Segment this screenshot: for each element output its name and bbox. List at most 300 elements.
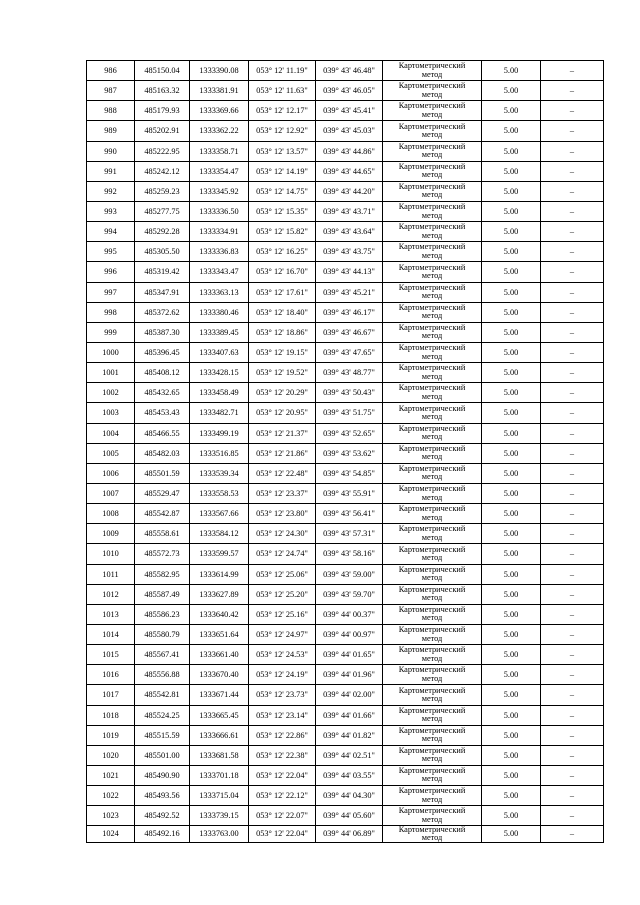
- table-row: [87, 564, 604, 584]
- method-cell: [383, 463, 482, 483]
- method-line-2: метод: [421, 69, 443, 79]
- point-number-cell: 1011: [87, 564, 135, 584]
- method-line-1: Картометрический: [398, 564, 466, 574]
- table-row: [87, 624, 604, 644]
- x-coordinate-cell: 485542.87: [135, 504, 190, 524]
- accuracy-cell: 5.00: [482, 342, 541, 362]
- point-number-cell: 1022: [87, 786, 135, 806]
- latitude-cell: 053° 12' 15.35": [249, 201, 316, 221]
- description-cell: –: [541, 161, 604, 181]
- x-coordinate-cell: 485179.93: [135, 101, 190, 121]
- method-line-2: метод: [421, 170, 443, 180]
- method-line-2: метод: [421, 89, 443, 99]
- longitude-cell: 039° 43' 45.41": [316, 101, 383, 121]
- method-line-1: Картометрический: [398, 705, 466, 715]
- x-coordinate-cell: 485572.73: [135, 544, 190, 564]
- accuracy-cell: 5.00: [482, 564, 541, 584]
- point-number-cell: 993: [87, 201, 135, 221]
- longitude-cell: 039° 43' 46.67": [316, 322, 383, 342]
- y-coordinate-cell: 1333516.85: [190, 443, 249, 463]
- table-row: [87, 201, 604, 221]
- x-coordinate-cell: 485292.28: [135, 222, 190, 242]
- y-coordinate-cell: 1333380.46: [190, 302, 249, 322]
- method-line-2: метод: [421, 150, 443, 160]
- method-cell: [383, 423, 482, 443]
- method-cell: [383, 81, 482, 101]
- latitude-cell: 053° 12' 16.70": [249, 262, 316, 282]
- method-line-2: метод: [421, 693, 443, 703]
- method-cell: [383, 786, 482, 806]
- method-cell: [383, 61, 482, 81]
- boundary-points-table: [86, 60, 604, 843]
- longitude-cell: 039° 44' 03.55": [316, 765, 383, 785]
- description-cell: –: [541, 524, 604, 544]
- x-coordinate-cell: 485387.30: [135, 322, 190, 342]
- method-line-2: метод: [421, 270, 443, 280]
- method-cell: [383, 242, 482, 262]
- accuracy-cell: 5.00: [482, 806, 541, 826]
- accuracy-cell: 5.00: [482, 262, 541, 282]
- description-cell: –: [541, 322, 604, 342]
- table-row: [87, 322, 604, 342]
- table-row: [87, 544, 604, 564]
- method-line-1: Картометрический: [398, 202, 466, 212]
- method-line-1: Картометрический: [398, 443, 466, 453]
- method-line-2: метод: [421, 472, 443, 482]
- method-cell: [383, 222, 482, 242]
- latitude-cell: 053° 12' 23.73": [249, 685, 316, 705]
- table-body: [87, 61, 604, 843]
- x-coordinate-cell: 485347.91: [135, 282, 190, 302]
- longitude-cell: 039° 43' 59.00": [316, 564, 383, 584]
- method-line-1: Картометрический: [398, 725, 466, 735]
- latitude-cell: 053° 12' 18.40": [249, 302, 316, 322]
- y-coordinate-cell: 1333343.47: [190, 262, 249, 282]
- latitude-cell: 053° 12' 11.63": [249, 81, 316, 101]
- latitude-cell: 053° 12' 22.12": [249, 786, 316, 806]
- x-coordinate-cell: 485202.91: [135, 121, 190, 141]
- method-cell: [383, 564, 482, 584]
- method-line-2: метод: [421, 613, 443, 623]
- accuracy-cell: 5.00: [482, 624, 541, 644]
- description-cell: –: [541, 463, 604, 483]
- latitude-cell: 053° 12' 11.19": [249, 61, 316, 81]
- point-number-cell: 1015: [87, 645, 135, 665]
- accuracy-cell: 5.00: [482, 745, 541, 765]
- y-coordinate-cell: 1333407.63: [190, 342, 249, 362]
- y-coordinate-cell: 1333345.92: [190, 181, 249, 201]
- method-cell: [383, 624, 482, 644]
- method-line-2: метод: [421, 492, 443, 502]
- longitude-cell: 039° 44' 02.51": [316, 745, 383, 765]
- method-line-2: метод: [421, 532, 443, 542]
- accuracy-cell: 5.00: [482, 141, 541, 161]
- method-cell: [383, 725, 482, 745]
- method-line-2: метод: [421, 391, 443, 401]
- method-line-1: Картометрический: [398, 645, 466, 655]
- accuracy-cell: 5.00: [482, 544, 541, 564]
- method-cell: [383, 342, 482, 362]
- y-coordinate-cell: 1333599.57: [190, 544, 249, 564]
- accuracy-cell: 5.00: [482, 584, 541, 604]
- longitude-cell: 039° 44' 01.65": [316, 645, 383, 665]
- longitude-cell: 039° 43' 58.16": [316, 544, 383, 564]
- latitude-cell: 053° 12' 23.80": [249, 504, 316, 524]
- method-line-1: Картометрический: [398, 403, 466, 413]
- longitude-cell: 039° 43' 51.75": [316, 403, 383, 423]
- longitude-cell: 039° 43' 43.75": [316, 242, 383, 262]
- y-coordinate-cell: 1333334.91: [190, 222, 249, 242]
- method-line-1: Картометрический: [398, 383, 466, 393]
- x-coordinate-cell: 485453.43: [135, 403, 190, 423]
- description-cell: –: [541, 705, 604, 725]
- table-row: [87, 342, 604, 362]
- method-line-2: метод: [421, 230, 443, 240]
- description-cell: –: [541, 121, 604, 141]
- method-line-1: Картометрический: [398, 766, 466, 776]
- description-cell: –: [541, 61, 604, 81]
- method-cell: [383, 121, 482, 141]
- description-cell: –: [541, 504, 604, 524]
- method-cell: [383, 745, 482, 765]
- x-coordinate-cell: 485259.23: [135, 181, 190, 201]
- method-line-1: Картометрический: [398, 423, 466, 433]
- description-cell: –: [541, 584, 604, 604]
- description-cell: –: [541, 141, 604, 161]
- method-line-2: метод: [421, 734, 443, 744]
- table-row: [87, 705, 604, 725]
- table-row: [87, 504, 604, 524]
- description-cell: –: [541, 665, 604, 685]
- accuracy-cell: 5.00: [482, 685, 541, 705]
- y-coordinate-cell: 1333482.71: [190, 403, 249, 423]
- description-cell: –: [541, 342, 604, 362]
- x-coordinate-cell: 485242.12: [135, 161, 190, 181]
- latitude-cell: 053° 12' 21.86": [249, 443, 316, 463]
- method-cell: [383, 363, 482, 383]
- method-line-1: Картометрический: [398, 504, 466, 514]
- longitude-cell: 039° 43' 45.21": [316, 282, 383, 302]
- x-coordinate-cell: 485432.65: [135, 383, 190, 403]
- y-coordinate-cell: 1333627.89: [190, 584, 249, 604]
- y-coordinate-cell: 1333499.19: [190, 423, 249, 443]
- method-line-1: Картометрический: [398, 343, 466, 353]
- x-coordinate-cell: 485396.45: [135, 342, 190, 362]
- method-cell: [383, 765, 482, 785]
- x-coordinate-cell: 485542.81: [135, 685, 190, 705]
- longitude-cell: 039° 43' 44.65": [316, 161, 383, 181]
- accuracy-cell: 5.00: [482, 463, 541, 483]
- longitude-cell: 039° 43' 43.71": [316, 201, 383, 221]
- latitude-cell: 053° 12' 19.52": [249, 363, 316, 383]
- description-cell: –: [541, 81, 604, 101]
- accuracy-cell: 5.00: [482, 645, 541, 665]
- table-row: [87, 403, 604, 423]
- latitude-cell: 053° 12' 24.30": [249, 524, 316, 544]
- method-line-1: Картометрический: [398, 544, 466, 554]
- method-cell: [383, 322, 482, 342]
- description-cell: –: [541, 423, 604, 443]
- x-coordinate-cell: 485319.42: [135, 262, 190, 282]
- point-number-cell: 1021: [87, 765, 135, 785]
- longitude-cell: 039° 44' 00.37": [316, 604, 383, 624]
- method-line-2: метод: [421, 371, 443, 381]
- table-row: [87, 61, 604, 81]
- latitude-cell: 053° 12' 24.19": [249, 665, 316, 685]
- table-row: [87, 584, 604, 604]
- y-coordinate-cell: 1333390.08: [190, 61, 249, 81]
- latitude-cell: 053° 12' 23.14": [249, 705, 316, 725]
- latitude-cell: 053° 12' 22.04": [249, 826, 316, 843]
- method-line-1: Картометрический: [398, 242, 466, 252]
- accuracy-cell: 5.00: [482, 504, 541, 524]
- method-line-2: метод: [421, 331, 443, 341]
- table-row: [87, 524, 604, 544]
- method-line-1: Картометрический: [398, 101, 466, 111]
- latitude-cell: 053° 12' 25.16": [249, 604, 316, 624]
- method-cell: [383, 201, 482, 221]
- point-number-cell: 986: [87, 61, 135, 81]
- x-coordinate-cell: 485580.79: [135, 624, 190, 644]
- y-coordinate-cell: 1333389.45: [190, 322, 249, 342]
- point-number-cell: 1006: [87, 463, 135, 483]
- method-line-1: Картометрический: [398, 524, 466, 534]
- longitude-cell: 039° 43' 52.65": [316, 423, 383, 443]
- method-line-2: метод: [421, 190, 443, 200]
- method-cell: [383, 544, 482, 564]
- longitude-cell: 039° 43' 47.65": [316, 342, 383, 362]
- method-line-2: метод: [421, 573, 443, 583]
- point-number-cell: 1002: [87, 383, 135, 403]
- y-coordinate-cell: 1333701.18: [190, 765, 249, 785]
- latitude-cell: 053° 12' 12.92": [249, 121, 316, 141]
- longitude-cell: 039° 44' 01.66": [316, 705, 383, 725]
- longitude-cell: 039° 43' 43.64": [316, 222, 383, 242]
- point-number-cell: 1009: [87, 524, 135, 544]
- method-line-2: метод: [421, 109, 443, 119]
- point-number-cell: 997: [87, 282, 135, 302]
- description-cell: –: [541, 765, 604, 785]
- description-cell: –: [541, 181, 604, 201]
- accuracy-cell: 5.00: [482, 363, 541, 383]
- accuracy-cell: 5.00: [482, 524, 541, 544]
- x-coordinate-cell: 485492.16: [135, 826, 190, 843]
- y-coordinate-cell: 1333369.66: [190, 101, 249, 121]
- method-line-2: метод: [421, 351, 443, 361]
- longitude-cell: 039° 43' 46.48": [316, 61, 383, 81]
- latitude-cell: 053° 12' 12.17": [249, 101, 316, 121]
- y-coordinate-cell: 1333567.66: [190, 504, 249, 524]
- accuracy-cell: 5.00: [482, 705, 541, 725]
- x-coordinate-cell: 485163.32: [135, 81, 190, 101]
- longitude-cell: 039° 43' 46.05": [316, 81, 383, 101]
- method-cell: [383, 302, 482, 322]
- y-coordinate-cell: 1333614.99: [190, 564, 249, 584]
- point-number-cell: 1017: [87, 685, 135, 705]
- y-coordinate-cell: 1333651.64: [190, 624, 249, 644]
- table-row: [87, 101, 604, 121]
- table-row: [87, 262, 604, 282]
- accuracy-cell: 5.00: [482, 161, 541, 181]
- x-coordinate-cell: 485529.47: [135, 483, 190, 503]
- point-number-cell: 990: [87, 141, 135, 161]
- accuracy-cell: 5.00: [482, 181, 541, 201]
- longitude-cell: 039° 44' 00.97": [316, 624, 383, 644]
- point-number-cell: 1003: [87, 403, 135, 423]
- longitude-cell: 039° 43' 55.91": [316, 483, 383, 503]
- table-row: [87, 161, 604, 181]
- y-coordinate-cell: 1333336.83: [190, 242, 249, 262]
- table-row: [87, 423, 604, 443]
- longitude-cell: 039° 43' 56.41": [316, 504, 383, 524]
- table-row: [87, 725, 604, 745]
- accuracy-cell: 5.00: [482, 383, 541, 403]
- table-row: [87, 81, 604, 101]
- method-cell: [383, 282, 482, 302]
- table-row: [87, 363, 604, 383]
- point-number-cell: 1000: [87, 342, 135, 362]
- table-row: [87, 383, 604, 403]
- accuracy-cell: 5.00: [482, 725, 541, 745]
- latitude-cell: 053° 12' 14.75": [249, 181, 316, 201]
- latitude-cell: 053° 12' 20.95": [249, 403, 316, 423]
- latitude-cell: 053° 12' 22.07": [249, 806, 316, 826]
- latitude-cell: 053° 12' 25.06": [249, 564, 316, 584]
- latitude-cell: 053° 12' 21.37": [249, 423, 316, 443]
- method-line-2: метод: [421, 512, 443, 522]
- table-row: [87, 765, 604, 785]
- method-line-1: Картометрический: [398, 604, 466, 614]
- point-number-cell: 1008: [87, 504, 135, 524]
- latitude-cell: 053° 12' 20.29": [249, 383, 316, 403]
- accuracy-cell: 5.00: [482, 282, 541, 302]
- table-row: [87, 645, 604, 665]
- y-coordinate-cell: 1333665.45: [190, 705, 249, 725]
- latitude-cell: 053° 12' 22.86": [249, 725, 316, 745]
- method-cell: [383, 705, 482, 725]
- method-cell: [383, 826, 482, 843]
- method-cell: [383, 403, 482, 423]
- method-cell: [383, 483, 482, 503]
- y-coordinate-cell: 1333458.49: [190, 383, 249, 403]
- method-line-2: метод: [421, 814, 443, 824]
- method-cell: [383, 383, 482, 403]
- accuracy-cell: 5.00: [482, 604, 541, 624]
- longitude-cell: 039° 43' 57.31": [316, 524, 383, 544]
- table-row: [87, 685, 604, 705]
- accuracy-cell: 5.00: [482, 765, 541, 785]
- method-line-1: Картометрический: [398, 665, 466, 675]
- longitude-cell: 039° 43' 44.86": [316, 141, 383, 161]
- point-number-cell: 989: [87, 121, 135, 141]
- longitude-cell: 039° 44' 05.60": [316, 806, 383, 826]
- method-line-2: метод: [421, 311, 443, 321]
- method-line-1: Картометрический: [398, 584, 466, 594]
- method-line-1: Картометрический: [398, 61, 466, 71]
- y-coordinate-cell: 1333666.61: [190, 725, 249, 745]
- longitude-cell: 039° 43' 44.20": [316, 181, 383, 201]
- description-cell: –: [541, 806, 604, 826]
- method-line-1: Картометрический: [398, 282, 466, 292]
- x-coordinate-cell: 485490.90: [135, 765, 190, 785]
- y-coordinate-cell: 1333640.42: [190, 604, 249, 624]
- method-line-2: метод: [421, 714, 443, 724]
- method-line-2: метод: [421, 593, 443, 603]
- point-number-cell: 1023: [87, 806, 135, 826]
- table-row: [87, 745, 604, 765]
- y-coordinate-cell: 1333739.15: [190, 806, 249, 826]
- table-row: [87, 222, 604, 242]
- y-coordinate-cell: 1333428.15: [190, 363, 249, 383]
- method-line-1: Картометрический: [398, 463, 466, 473]
- x-coordinate-cell: 485524.25: [135, 705, 190, 725]
- point-number-cell: 1019: [87, 725, 135, 745]
- method-line-1: Картометрический: [398, 182, 466, 191]
- x-coordinate-cell: 485372.62: [135, 302, 190, 322]
- point-number-cell: 998: [87, 302, 135, 322]
- method-line-1: Картометрический: [398, 141, 466, 151]
- x-coordinate-cell: 485492.52: [135, 806, 190, 826]
- method-line-2: метод: [421, 432, 443, 442]
- y-coordinate-cell: 1333558.53: [190, 483, 249, 503]
- longitude-cell: 039° 44' 02.00": [316, 685, 383, 705]
- x-coordinate-cell: 485515.59: [135, 725, 190, 745]
- method-cell: [383, 141, 482, 161]
- method-line-1: Картометрический: [398, 484, 466, 494]
- latitude-cell: 053° 12' 22.04": [249, 765, 316, 785]
- method-cell: [383, 665, 482, 685]
- description-cell: –: [541, 544, 604, 564]
- x-coordinate-cell: 485582.95: [135, 564, 190, 584]
- method-line-2: метод: [421, 673, 443, 683]
- accuracy-cell: 5.00: [482, 403, 541, 423]
- y-coordinate-cell: 1333584.12: [190, 524, 249, 544]
- table-row: [87, 806, 604, 826]
- accuracy-cell: 5.00: [482, 101, 541, 121]
- latitude-cell: 053° 12' 13.57": [249, 141, 316, 161]
- method-cell: [383, 262, 482, 282]
- latitude-cell: 053° 12' 22.38": [249, 745, 316, 765]
- method-line-2: метод: [421, 794, 443, 804]
- accuracy-cell: 5.00: [482, 222, 541, 242]
- y-coordinate-cell: 1333358.71: [190, 141, 249, 161]
- accuracy-cell: 5.00: [482, 61, 541, 81]
- method-line-1: Картометрический: [398, 222, 466, 232]
- x-coordinate-cell: 485305.50: [135, 242, 190, 262]
- point-number-cell: 999: [87, 322, 135, 342]
- point-number-cell: 1004: [87, 423, 135, 443]
- method-line-2: метод: [421, 833, 443, 843]
- description-cell: –: [541, 725, 604, 745]
- table-row: [87, 665, 604, 685]
- point-number-cell: 1005: [87, 443, 135, 463]
- y-coordinate-cell: 1333661.40: [190, 645, 249, 665]
- latitude-cell: 053° 12' 17.61": [249, 282, 316, 302]
- method-line-1: Картометрический: [398, 161, 466, 171]
- method-cell: [383, 685, 482, 705]
- table-row: [87, 786, 604, 806]
- y-coordinate-cell: 1333681.58: [190, 745, 249, 765]
- method-line-1: Картометрический: [398, 786, 466, 796]
- x-coordinate-cell: 485586.23: [135, 604, 190, 624]
- accuracy-cell: 5.00: [482, 483, 541, 503]
- description-cell: –: [541, 363, 604, 383]
- latitude-cell: 053° 12' 25.20": [249, 584, 316, 604]
- method-line-2: метод: [421, 291, 443, 301]
- point-number-cell: 995: [87, 242, 135, 262]
- longitude-cell: 039° 44' 01.96": [316, 665, 383, 685]
- description-cell: –: [541, 786, 604, 806]
